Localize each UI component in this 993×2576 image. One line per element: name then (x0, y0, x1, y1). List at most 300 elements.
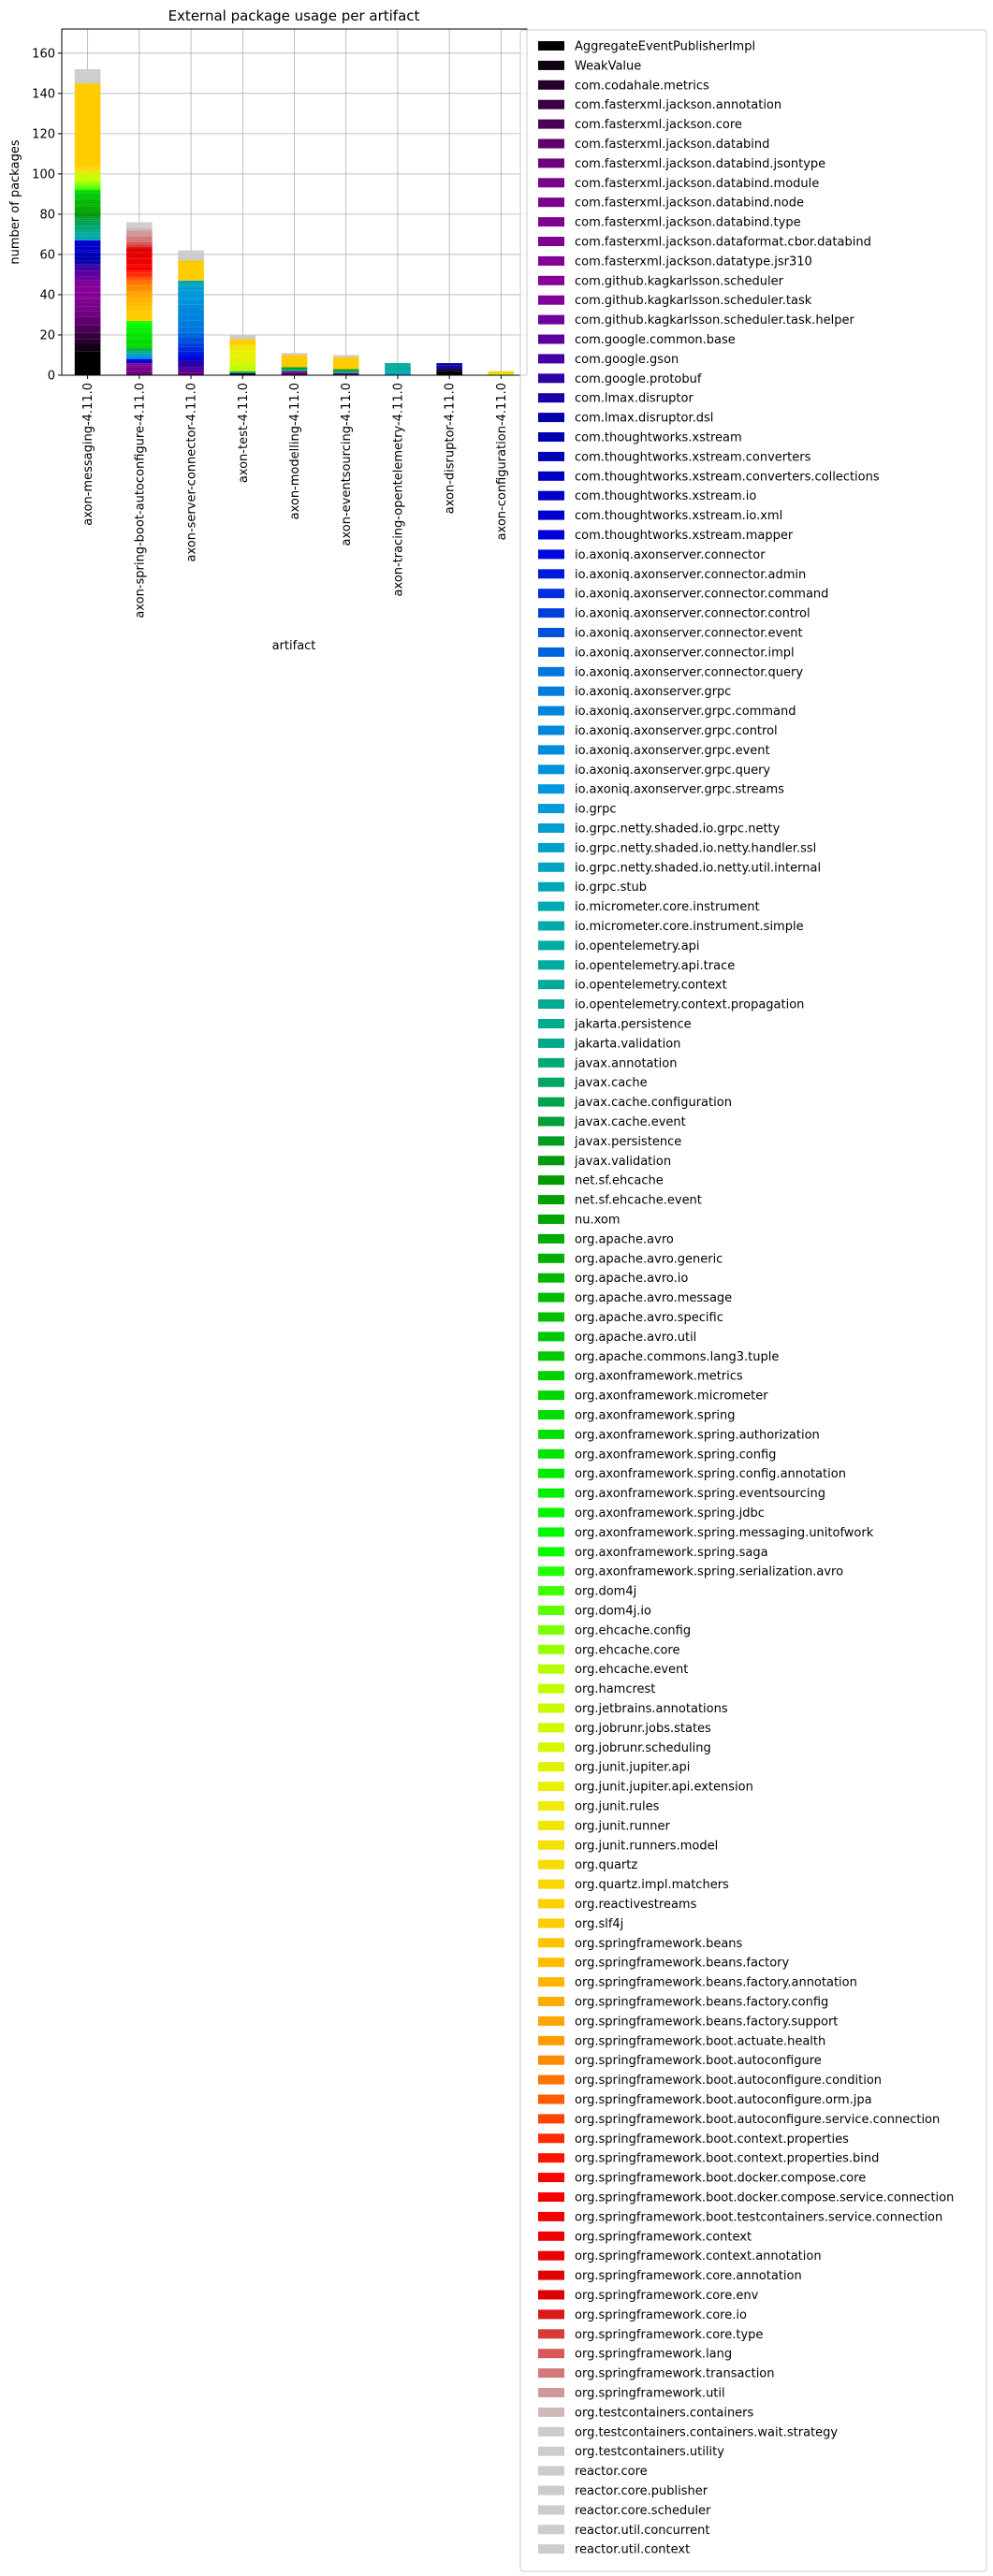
legend-label: io.opentelemetry.context (575, 978, 727, 993)
legend-label: net.sf.ehcache (575, 1173, 664, 1188)
bar-segment (126, 337, 153, 339)
legend-item (538, 216, 801, 230)
legend-label: javax.persistence (575, 1134, 682, 1149)
bar-segment (126, 367, 153, 371)
legend-label: io.axoniq.axonserver.connector.control (575, 606, 810, 621)
bar-segment (75, 174, 101, 176)
legend-label: com.lmax.disruptor (575, 391, 694, 406)
bar-segment (126, 359, 153, 361)
bar-segment (126, 279, 153, 281)
legend-label: org.springframework.boot.actuate.health (575, 2034, 826, 2049)
bar-segment (126, 270, 153, 272)
legend-label: org.axonframework.micrometer (575, 1389, 768, 1404)
legend-label: AggregateEventPublisherImpl (575, 39, 756, 54)
legend-item (538, 177, 819, 191)
legend-item (538, 509, 782, 523)
y-tick-label: 40 (39, 288, 55, 303)
legend-label: com.thoughtworks.xstream.io (575, 489, 757, 504)
bar-segment (126, 351, 153, 353)
bar-segment (126, 333, 153, 337)
legend-swatch (538, 2232, 564, 2241)
legend-swatch (538, 1899, 564, 1909)
y-tick-label: 60 (39, 248, 55, 263)
y-tick-label: 120 (32, 127, 55, 142)
legend-swatch (538, 1742, 564, 1752)
legend-swatch (538, 1645, 564, 1654)
legend-label: org.testcontainers.utility (575, 2445, 724, 2460)
bar-segment (126, 248, 153, 252)
legend-label: org.springframework.beans.factory.annotation (575, 1975, 857, 1990)
legend-label: com.fasterxml.jackson.databind.type (575, 215, 801, 230)
bar-segment (126, 357, 153, 359)
legend-swatch (538, 2095, 564, 2104)
legend-item (538, 1526, 874, 1540)
legend-label: org.apache.commons.lang3.tuple (575, 1349, 780, 1364)
bar-segment (178, 284, 204, 286)
legend-swatch (538, 1508, 564, 1518)
legend-label: javax.cache.event (575, 1115, 686, 1129)
bar-segment (75, 242, 101, 246)
legend-swatch (538, 2291, 564, 2300)
legend-label: org.springframework.context (575, 2230, 752, 2245)
legend-swatch (538, 1156, 564, 1165)
bar-segment (75, 211, 101, 212)
bar-segment (178, 291, 204, 295)
bar-segment (126, 311, 153, 321)
legend-label: com.google.common.base (575, 333, 736, 347)
legend-swatch (538, 569, 564, 578)
legend-swatch (538, 2133, 564, 2143)
legend-swatch (538, 2173, 564, 2182)
chart-title: External package usage per artifact (168, 7, 420, 24)
legend-swatch (538, 784, 564, 793)
bar-segment (75, 200, 101, 202)
legend-label: org.apache.avro.message (575, 1291, 733, 1306)
legend-label: org.junit.jupiter.api.extension (575, 1780, 753, 1795)
legend-label: com.fasterxml.jackson.databind.jsontype (575, 156, 826, 171)
legend-swatch (538, 667, 564, 677)
legend-label: org.apache.avro.util (575, 1330, 697, 1345)
legend-swatch (538, 1273, 564, 1283)
legend-label: org.ehcache.event (575, 1663, 689, 1678)
legend-swatch (538, 589, 564, 598)
legend-swatch (538, 1078, 564, 1087)
x-tick-label: axon-messaging-4.11.0 (81, 383, 96, 526)
legend-swatch (538, 139, 564, 149)
legend-label: org.springframework.lang (575, 2347, 733, 2362)
bar-segment (75, 214, 101, 216)
legend-swatch (538, 804, 564, 813)
legend-swatch (538, 2016, 564, 2026)
legend-label: org.springframework.beans.factory (575, 1956, 790, 1971)
legend-swatch (538, 1371, 564, 1380)
bar-segment (229, 351, 256, 357)
bar-segment (229, 337, 256, 339)
legend-label: io.axoniq.axonserver.connector.event (575, 626, 803, 641)
legend-swatch (538, 1527, 564, 1536)
bar-segment (178, 309, 204, 314)
legend-item (538, 920, 804, 934)
bar-segment (75, 325, 101, 333)
legend-item (538, 236, 871, 250)
x-tick-label: axon-server-connector-4.11.0 (184, 383, 199, 562)
legend-swatch (538, 1410, 564, 1419)
legend-label: io.axoniq.axonserver.grpc.event (575, 743, 770, 758)
bar-segment (282, 353, 308, 355)
legend-swatch (538, 1801, 564, 1811)
bar-segment (333, 371, 359, 373)
legend-label: io.axoniq.axonserver.connector.command (575, 587, 829, 602)
legend-label: com.codahale.metrics (575, 79, 709, 94)
bar-segment (229, 363, 256, 365)
bar-segment (126, 331, 153, 333)
legend-label: com.fasterxml.jackson.dataformat.cbor.databind (575, 235, 871, 250)
legend-swatch (538, 1782, 564, 1791)
legend-item (538, 1350, 779, 1364)
legend-swatch (538, 999, 564, 1009)
bar-segment (75, 190, 101, 192)
legend-item (538, 2172, 866, 2186)
bar-segment (126, 253, 153, 255)
legend-item (538, 822, 781, 837)
bar-segment (75, 167, 101, 169)
bar-segment (436, 370, 462, 371)
bar-segment (126, 269, 153, 270)
bar-segment (126, 363, 153, 365)
bar-segment (126, 321, 153, 323)
bar-segment (75, 204, 101, 206)
legend-swatch (538, 217, 564, 226)
x-axis-ticks (81, 375, 509, 619)
legend-swatch (538, 687, 564, 696)
bar-segment (178, 367, 204, 369)
legend-swatch (538, 1606, 564, 1615)
legend-label: org.springframework.boot.docker.compose.core (575, 2171, 867, 2186)
bar-segment (75, 198, 101, 200)
legend-swatch (538, 648, 564, 657)
legend-swatch (538, 2447, 564, 2456)
legend-swatch (538, 315, 564, 325)
legend-swatch (538, 1098, 564, 1107)
bar-segment (126, 255, 153, 258)
bar-segment (126, 265, 153, 267)
bar-segment (178, 281, 204, 284)
bar-segment (178, 305, 204, 309)
legend-swatch (538, 960, 564, 969)
bar-segment (436, 371, 462, 375)
legend-item (538, 2113, 940, 2127)
legend-label: org.hamcrest (575, 1682, 656, 1697)
legend-swatch (538, 863, 564, 872)
legend-swatch (538, 1841, 564, 1850)
legend-swatch (538, 1665, 564, 1674)
legend-label: org.axonframework.spring.authorization (575, 1428, 820, 1443)
bar-segment (75, 180, 101, 182)
legend-label: com.fasterxml.jackson.databind.node (575, 196, 804, 211)
bar-segment (282, 370, 308, 371)
legend-item (538, 998, 804, 1012)
legend-item (538, 2015, 838, 2029)
bar-segment (178, 355, 204, 360)
bar-segment (178, 337, 204, 342)
legend-label: org.axonframework.spring.config (575, 1448, 777, 1463)
legend-label: org.axonframework.spring.eventsourcing (575, 1487, 825, 1502)
legend-item (538, 1487, 825, 1501)
legend-swatch (538, 2192, 564, 2202)
legend-label: io.axoniq.axonserver.grpc.query (575, 763, 771, 778)
legend-label: org.apache.avro.specific (575, 1311, 723, 1325)
legend-item (538, 1448, 776, 1462)
bar-segment (75, 351, 101, 375)
bar-segment (126, 244, 153, 246)
legend-label: reactor.core.publisher (575, 2484, 708, 2498)
bar-segment (126, 237, 153, 242)
legend-label: org.junit.runner (575, 1819, 670, 1834)
legend-item (538, 861, 821, 875)
x-tick-label: axon-tracing-opentelemetry-4.11.0 (391, 383, 406, 597)
bar-segment (126, 325, 153, 327)
legend-swatch (538, 80, 564, 90)
y-tick-label: 160 (32, 47, 55, 62)
legend-swatch (538, 1390, 564, 1400)
legend-label: org.springframework.core.env (575, 2289, 759, 2303)
legend-swatch (538, 882, 564, 892)
bar-segment (229, 339, 256, 344)
legend-swatch (538, 843, 564, 852)
bar-segment (178, 361, 204, 367)
legend-label: org.springframework.boot.docker.compose.service.connection (575, 2190, 955, 2205)
bar-segment (75, 186, 101, 188)
bar-segment (126, 365, 153, 367)
legend-label: org.testcontainers.containers.wait.strategy (575, 2425, 839, 2440)
bar-segment (75, 265, 101, 267)
legend-label: org.springframework.core.type (575, 2327, 764, 2342)
legend-label: org.apache.avro (575, 1232, 674, 1247)
legend-swatch (538, 2505, 564, 2514)
bar-segment (75, 251, 101, 253)
legend-label: org.springframework.transaction (575, 2366, 775, 2381)
x-tick-label: axon-eventsourcing-4.11.0 (340, 383, 355, 546)
bar-segment (75, 237, 101, 240)
legend-swatch (538, 1586, 564, 1595)
legend-swatch (538, 531, 564, 540)
y-tick-label: 0 (47, 369, 55, 384)
legend-swatch (538, 1039, 564, 1048)
legend-swatch (538, 1430, 564, 1439)
legend-item (538, 196, 804, 211)
y-axis-label: number of packages (8, 139, 22, 265)
legend-label: org.junit.runners.model (575, 1839, 719, 1854)
legend-label: org.springframework.boot.testcontainers.service.connection (575, 2210, 943, 2225)
bar-segment (126, 242, 153, 244)
bar-segment (385, 371, 411, 373)
legend-label: io.grpc.netty.shaded.io.grpc.netty (575, 822, 781, 837)
legend-label: io.axoniq.axonserver.connector.query (575, 665, 804, 680)
legend-label: org.jetbrains.annotations (575, 1702, 728, 1716)
legend-item (538, 1467, 846, 1481)
bar-segment (126, 347, 153, 349)
legend-label: io.axoniq.axonserver.connector (575, 547, 766, 562)
bar-segment (126, 298, 153, 302)
legend-label: io.opentelemetry.api (575, 939, 700, 953)
legend-label: reactor.core.scheduler (575, 2503, 711, 2518)
legend-item (538, 1957, 790, 1971)
legend-swatch (538, 1566, 564, 1576)
bar-segment (178, 251, 204, 253)
bar-segment (126, 281, 153, 284)
bar-segment (75, 297, 101, 298)
legend-swatch (538, 296, 564, 305)
bar-segment (75, 212, 101, 214)
bar-segment (75, 166, 101, 167)
bar-segment (436, 363, 462, 365)
legend-label: org.springframework.boot.autoconfigure.orm.jpa (575, 2093, 872, 2107)
bar-segment (75, 226, 101, 230)
legend-label: io.opentelemetry.context.propagation (575, 997, 805, 1012)
legend-swatch (538, 1175, 564, 1185)
bar-segment (75, 192, 101, 194)
legend-item (538, 2191, 954, 2205)
bar-segment (489, 371, 515, 373)
legend-item (538, 724, 778, 738)
bar-segment (126, 295, 153, 298)
legend-item (538, 2425, 838, 2439)
legend-label: org.axonframework.spring.saga (575, 1545, 768, 1560)
legend-swatch (538, 745, 564, 754)
legend-item (538, 2152, 879, 2166)
bar-segment (126, 284, 153, 290)
legend-label: com.github.kagkarlsson.scheduler (575, 274, 783, 289)
bar-segment (126, 353, 153, 355)
legend-item (538, 588, 828, 602)
legend-label: jakarta.persistence (575, 1017, 692, 1032)
bar-segment (436, 365, 462, 369)
bar-segment (229, 347, 256, 349)
legend-label: net.sf.ehcache.event (575, 1193, 702, 1208)
bar-segment (75, 208, 101, 210)
bar-segment (75, 333, 101, 339)
legend-label: com.fasterxml.jackson.databind (575, 138, 770, 152)
bar-segment (333, 370, 359, 371)
legend-swatch (538, 902, 564, 911)
bar-segment (126, 228, 153, 230)
bar-segment (75, 270, 101, 276)
legend-label: io.axoniq.axonserver.connector.admin (575, 567, 807, 582)
legend-item (538, 313, 854, 327)
bar-segment (282, 371, 308, 373)
legend-swatch (538, 100, 564, 109)
legend-label: javax.annotation (575, 1056, 678, 1071)
legend-swatch (538, 2114, 564, 2123)
legend-swatch (538, 1136, 564, 1145)
legend-label: org.ehcache.core (575, 1643, 680, 1658)
legend-item (538, 2210, 942, 2224)
bar-segment (178, 321, 204, 327)
legend-label: WeakValue (575, 59, 642, 74)
bar-segment (75, 260, 101, 262)
bar-segment (75, 281, 101, 286)
legend-item (538, 450, 811, 464)
legend-label: org.slf4j (575, 1916, 624, 1931)
bar-segment (75, 220, 101, 222)
legend-label: org.axonframework.spring.config.annotation (575, 1467, 846, 1482)
bar-segment (333, 355, 359, 357)
legend-swatch (538, 1860, 564, 1870)
bar-segment (75, 188, 101, 190)
legend-label: com.lmax.disruptor.dsl (575, 411, 714, 426)
y-tick-label: 20 (39, 328, 55, 343)
legend-item (538, 1565, 843, 1579)
legend-label: com.fasterxml.jackson.annotation (575, 98, 782, 113)
legend-swatch (538, 1918, 564, 1928)
legend-swatch (538, 823, 564, 833)
bar-segment (178, 327, 204, 332)
legend-item (538, 2054, 822, 2068)
legend-label: io.opentelemetry.api.trace (575, 958, 736, 973)
legend-label: com.google.protobuf (575, 371, 702, 386)
legend-label: io.axoniq.axonserver.grpc.streams (575, 782, 784, 797)
bar-segment (126, 267, 153, 269)
legend-swatch (538, 276, 564, 285)
legend-label: io.grpc (575, 802, 617, 817)
legend-swatch (538, 158, 564, 167)
legend-label: org.junit.rules (575, 1799, 660, 1814)
legend-swatch (538, 393, 564, 402)
y-axis-ticks (32, 47, 62, 383)
bar-segment (75, 75, 101, 79)
legend-swatch (538, 726, 564, 735)
bar-segment (126, 277, 153, 279)
legend-label: org.springframework.context.annotation (575, 2249, 822, 2264)
legend-swatch (538, 2271, 564, 2280)
bar-segment (229, 335, 256, 337)
legend-swatch (538, 178, 564, 187)
legend-item (538, 841, 816, 855)
legend-item (538, 783, 784, 797)
bar-segment (178, 286, 204, 288)
legend-label: io.micrometer.core.instrument (575, 900, 760, 915)
legend-swatch (538, 1019, 564, 1028)
bar-segment (126, 327, 153, 328)
legend-label: org.springframework.boot.autoconfigure.condition (575, 2074, 883, 2088)
legend-label: io.grpc.netty.shaded.io.netty.util.internal (575, 861, 822, 876)
legend-item (538, 1976, 857, 1990)
legend-item (538, 2249, 822, 2263)
legend-label: org.junit.jupiter.api (575, 1760, 691, 1775)
legend-swatch (538, 2525, 564, 2534)
legend-item (538, 2093, 872, 2107)
legend-swatch (538, 2251, 564, 2261)
legend-swatch (538, 2486, 564, 2496)
legend-swatch (538, 2368, 564, 2378)
bar-segment (75, 218, 101, 220)
legend-item (538, 157, 825, 171)
bar-segment (385, 367, 411, 371)
bar-segment (75, 234, 101, 236)
legend-item (538, 568, 806, 582)
legend-swatch (538, 706, 564, 716)
bar-segment (229, 357, 256, 363)
bar-segment (75, 317, 101, 326)
bar-segment (282, 355, 308, 367)
legend-swatch (538, 354, 564, 363)
legend-swatch (538, 1449, 564, 1459)
bar-segment (126, 272, 153, 276)
legend-swatch (538, 1351, 564, 1361)
legend-swatch (538, 2309, 564, 2319)
legend-label: io.grpc.stub (575, 880, 647, 895)
legend-label: org.springframework.beans (575, 1936, 743, 1951)
